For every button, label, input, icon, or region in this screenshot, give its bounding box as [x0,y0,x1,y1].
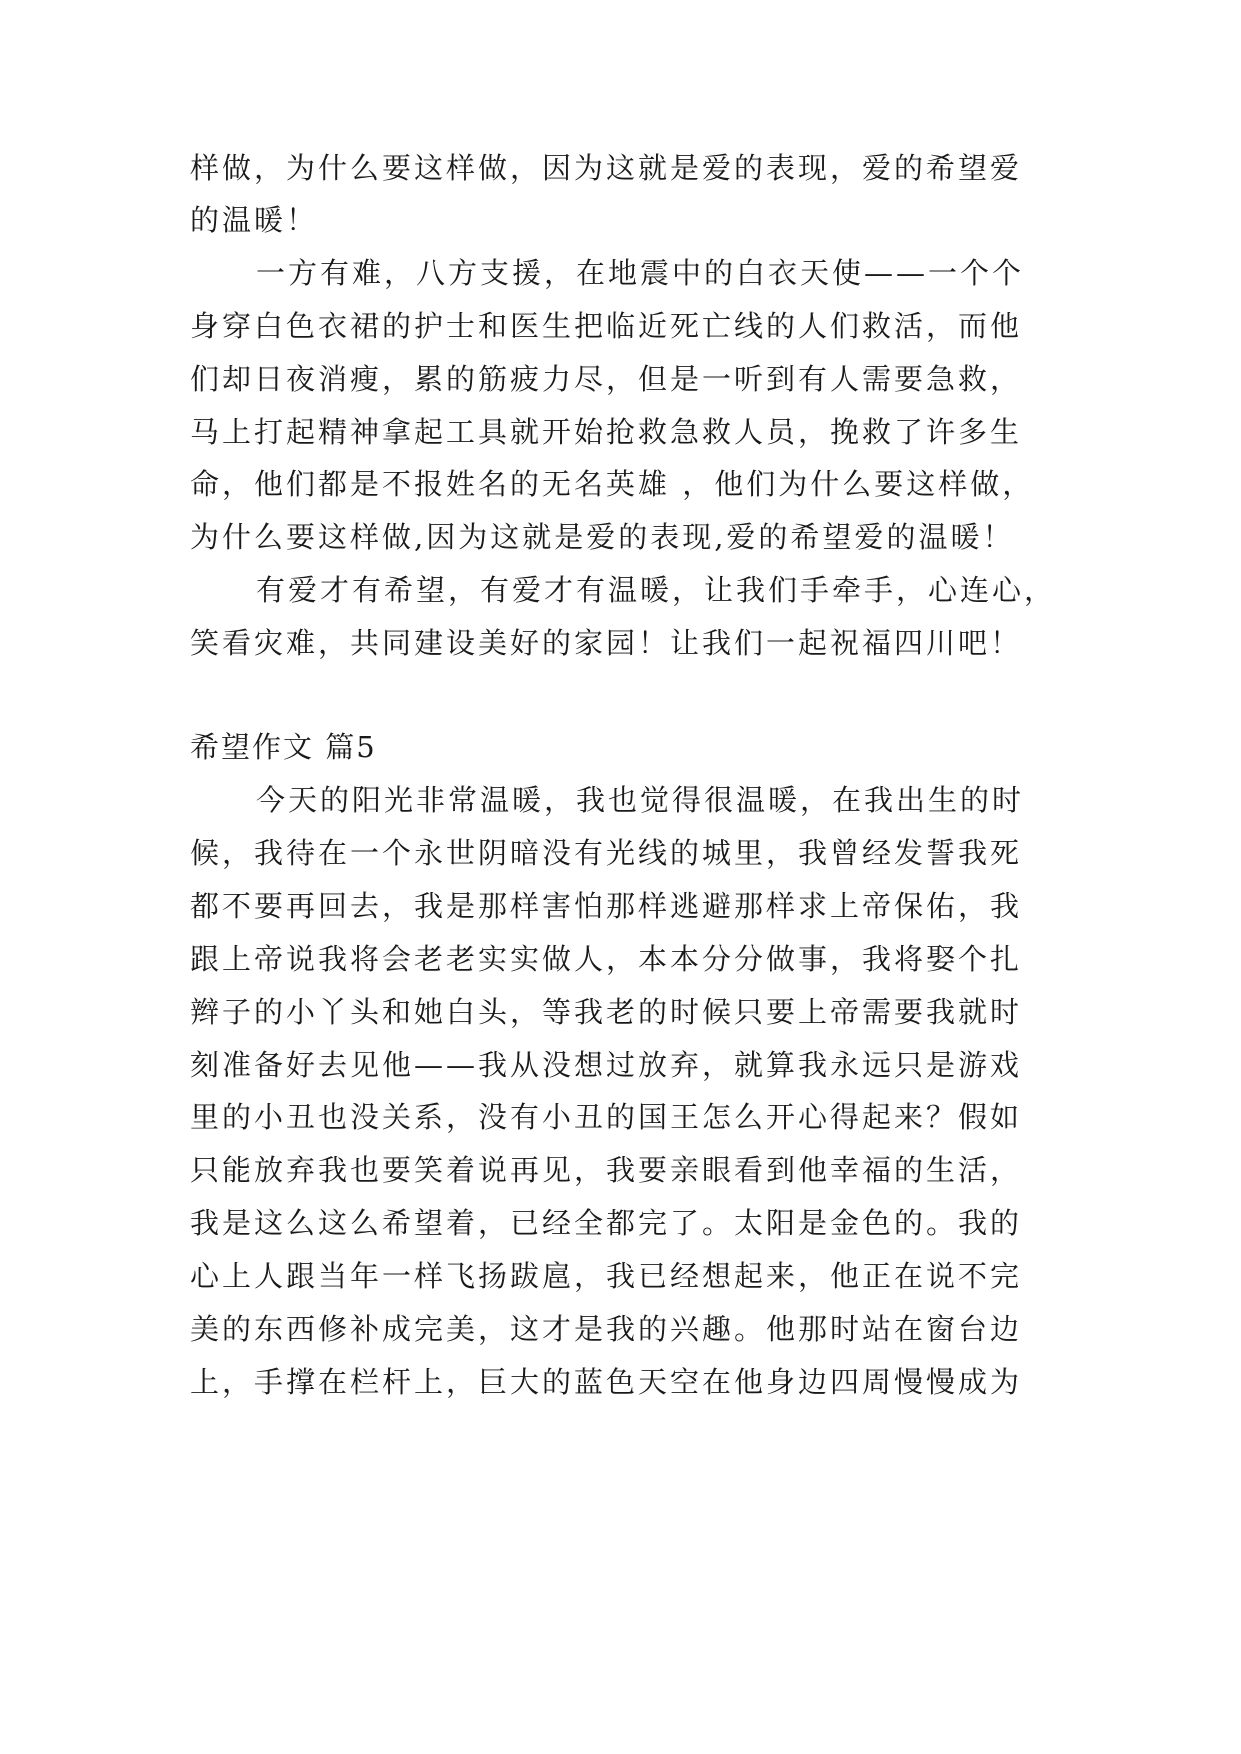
text-line: 只能放弃我也要笑着说再见，我要亲眼看到他幸福的生活， [190,1153,1023,1187]
text-line: 笑看灾难，共同建设美好的家园！让我们一起祝福四川吧！ [190,626,1023,660]
text-line: 命，他们都是不报姓名的无名英雄 ，他们为什么要这样做， [190,467,1035,501]
text-line: 辫子的小丫头和她白头，等我老的时候只要上帝需要我就时 [190,995,1023,1029]
text-line: 样做，为什么要这样做，因为这就是爱的表现，爱的希望爱 [190,151,1023,185]
paragraph-start-line: 今天的阳光非常温暖，我也觉得很温暖，在我出生的时 [256,783,1025,817]
text-line: 心上人跟当年一样飞扬跋扈，我已经想起来，他正在说不完 [190,1259,1023,1293]
text-line: 刻准备好去见他——我从没想过放弃，就算我永远只是游戏 [190,1048,1023,1082]
text-line: 跟上帝说我将会老老实实做人，本本分分做事，我将娶个扎 [190,942,1023,976]
section-heading: 希望作文 篇5 [190,730,377,764]
text-line: 上，手撑在栏杆上，巨大的蓝色天空在他身边四周慢慢成为 [190,1365,1023,1399]
text-line: 都不要再回去，我是那样害怕那样逃避那样求上帝保佑，我 [190,889,1023,923]
text-line: 马上打起精神拿起工具就开始抢救急救人员，挽救了许多生 [190,415,1023,449]
text-line: 我是这么这么希望着，已经全都完了。太阳是金色的。我的 [190,1206,1023,1240]
text-line: 们却日夜消瘦，累的筋疲力尽，但是一听到有人需要急救， [190,362,1023,396]
text-line: 候，我待在一个永世阴暗没有光线的城里，我曾经发誓我死 [190,836,1023,870]
text-line: 的温暖！ [190,203,319,237]
text-line: 美的东西修补成完美，这才是我的兴趣。他那时站在窗台边 [190,1312,1023,1346]
text-line: 身穿白色衣裙的护士和医生把临近死亡线的人们救活，而他 [190,309,1023,343]
paragraph-start-line: 一方有难，八方支援，在地震中的白衣天使——一个个 [256,256,1025,290]
text-line: 里的小丑也没关系，没有小丑的国王怎么开心得起来？假如 [190,1100,1023,1134]
text-line: 为什么要这样做,因为这就是爱的表现,爱的希望爱的温暖！ [190,520,1015,554]
paragraph-start-line: 有爱才有希望，有爱才有温暖，让我们手牵手，心连心， [256,573,1057,607]
